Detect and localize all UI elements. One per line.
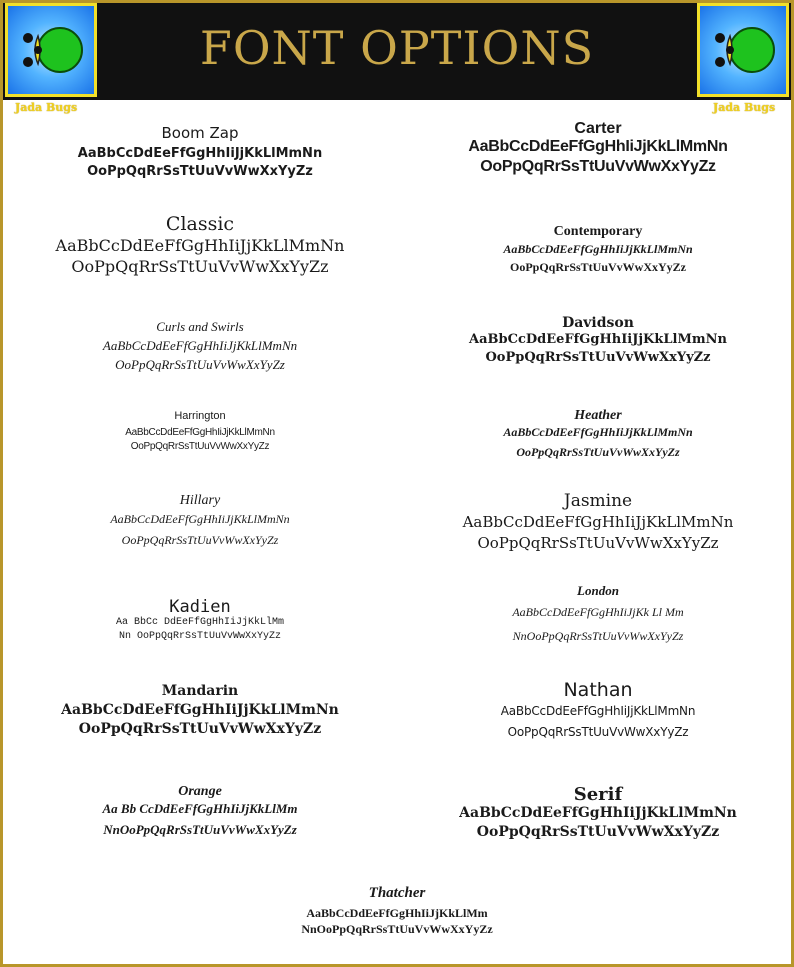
sample-line-1: Aa Bb CcDdEeFfGgHhIiJjKkLlMm [102, 801, 298, 816]
font-name: Curls and Swirls [156, 319, 244, 334]
sample-line-1: AaBbCcDdEeFfGgHhIiJjKkLlMm [306, 906, 488, 920]
font-name: Orange [178, 784, 222, 799]
sample-line-1: AaBbCcDdEeFfGgHhIiJjKkLlMmNn [102, 338, 298, 353]
font-name: Carter [574, 120, 622, 137]
sample-line-1: AaBbCcDdEeFfGgHhIiJjKkLlMmNn [125, 427, 275, 438]
sample-line-2: OoPpQqRrSsTtUuVvWwXxYyZz [476, 824, 720, 840]
logo-caption-left: Jada Bugs [15, 101, 78, 114]
sample-line-2: OoPpQqRrSsTtUuVvWwXxYyZz [485, 350, 711, 365]
sample-line-2: OoPpQqRrSsTtUuVvWwXxYyZz [509, 260, 686, 274]
sample-line-2: OoPpQqRrSsTtUuVvWwXxYyZz [78, 721, 322, 737]
font-name: Mandarin [161, 683, 239, 699]
header-bar [3, 3, 791, 100]
font-sample-classic [3, 213, 397, 276]
font-sample-boom-zap [3, 124, 397, 179]
font-name: Thatcher [368, 885, 426, 901]
sample-line-1: AaBbCcDdEeFfGgHhIiJjKkLlMmNn [468, 138, 728, 155]
sample-line-1: AaBbCcDdEeFfGgHhIiJjKkLlMmNn [469, 332, 727, 347]
font-name: Nathan [563, 679, 633, 701]
font-name: London [577, 583, 619, 598]
logo-right [697, 3, 789, 97]
sample-line-1: AaBbCcDdEeFfGgHhIiJjKkLlMmNn [462, 513, 734, 531]
logo-left [5, 3, 97, 97]
font-sample-harrington [3, 410, 397, 452]
sample-line-2: OoPpQqRrSsTtUuVvWwXxYyZz [516, 445, 680, 459]
font-sample-heather [401, 408, 794, 460]
sample-line-2: NnOoPpQqRrSsTtUuVvWwXxYyZz [301, 922, 493, 936]
sample-line-2: OoPpQqRrSsTtUuVvWwXxYyZz [130, 441, 270, 452]
font-sample-jasmine [401, 491, 794, 552]
font-sample-davidson [401, 315, 794, 365]
font-sample-nathan [401, 679, 794, 739]
sample-line-1: AaBbCcDdEeFfGgHhIiJjKkLlMmNn [500, 704, 696, 718]
sample-line-1: AaBbCcDdEeFfGgHhIiJjKkLlMmNn [459, 805, 737, 821]
sample-line-1: AaBbCcDdEeFfGgHhIiJjKkLlMmNn [61, 702, 339, 718]
font-name: Contemporary [553, 224, 643, 239]
page-title: FONT OPTIONS [199, 21, 595, 75]
sample-line-1: AaBbCcDdEeFfGgHhIiJjKk Ll Mm [512, 605, 684, 619]
font-sample-thatcher [3, 885, 791, 937]
font-sample-curls-and-swirls [3, 319, 397, 373]
sample-line-1: AaBbCcDdEeFfGgHhIiJjKkLlMmNn [110, 512, 290, 526]
sample-line-1: AaBbCcDdEeFfGgHhIiJjKkLlMmNn [503, 425, 693, 439]
sample-line-2: NnOoPpQqRrSsTtUuVvWwXxYyZz [103, 822, 297, 837]
font-name: Kadien [169, 597, 231, 617]
sample-line-2: OoPpQqRrSsTtUuVvWwXxYyZz [71, 257, 329, 276]
sample-line-2: OoPpQqRrSsTtUuVvWwXxYyZz [507, 725, 689, 739]
font-name: Jasmine [563, 491, 633, 511]
sample-line-2: OoPpQqRrSsTtUuVvWwXxYyZz [477, 534, 719, 552]
font-name: Hillary [179, 493, 221, 508]
sample-line-2: OoPpQqRrSsTtUuVvWwXxYyZz [87, 164, 313, 179]
ladybug-icon [8, 6, 94, 94]
font-name: Harrington [174, 410, 226, 422]
font-sample-serif [401, 784, 794, 840]
font-sample-contemporary [401, 224, 794, 275]
font-name: Davidson [562, 315, 634, 331]
sample-line-1: AaBbCcDdEeFfGgHhIiJjKkLlMmNn [55, 236, 345, 255]
ladybug-icon [700, 6, 786, 94]
font-name: Serif [573, 784, 623, 805]
sample-line-2: OoPpQqRrSsTtUuVvWwXxYyZz [121, 533, 279, 547]
font-sample-mandarin [3, 683, 397, 737]
logo-caption-right: Jada Bugs [713, 101, 776, 114]
font-sample-orange [3, 784, 397, 838]
sample-line-1: AaBbCcDdEeFfGgHhIiJjKkLlMmNn [503, 242, 693, 256]
font-sample-kadien [3, 597, 397, 642]
sample-line-2: NnOoPpQqRrSsTtUuVvWwXxYyZz [512, 629, 684, 643]
font-name: Heather [574, 408, 622, 423]
font-sample-carter [401, 120, 794, 176]
font-sample-hillary [3, 493, 397, 548]
font-name: Boom Zap [161, 124, 239, 142]
sample-line-1: Aa BbCc DdEeFfGgHhIiJjKkLlMm [115, 617, 285, 628]
sample-line-2: OoPpQqRrSsTtUuVvWwXxYyZz [115, 357, 285, 372]
sample-line-2: OoPpQqRrSsTtUuVvWwXxYyZz [480, 158, 716, 175]
sample-line-1: AaBbCcDdEeFfGgHhIiJjKkLlMmNn [77, 146, 323, 161]
sample-line-2: Nn OoPpQqRrSsTtUuVvWwXxYyZz [118, 631, 282, 642]
font-sample-london [401, 583, 794, 644]
font-name: Classic [165, 213, 235, 235]
